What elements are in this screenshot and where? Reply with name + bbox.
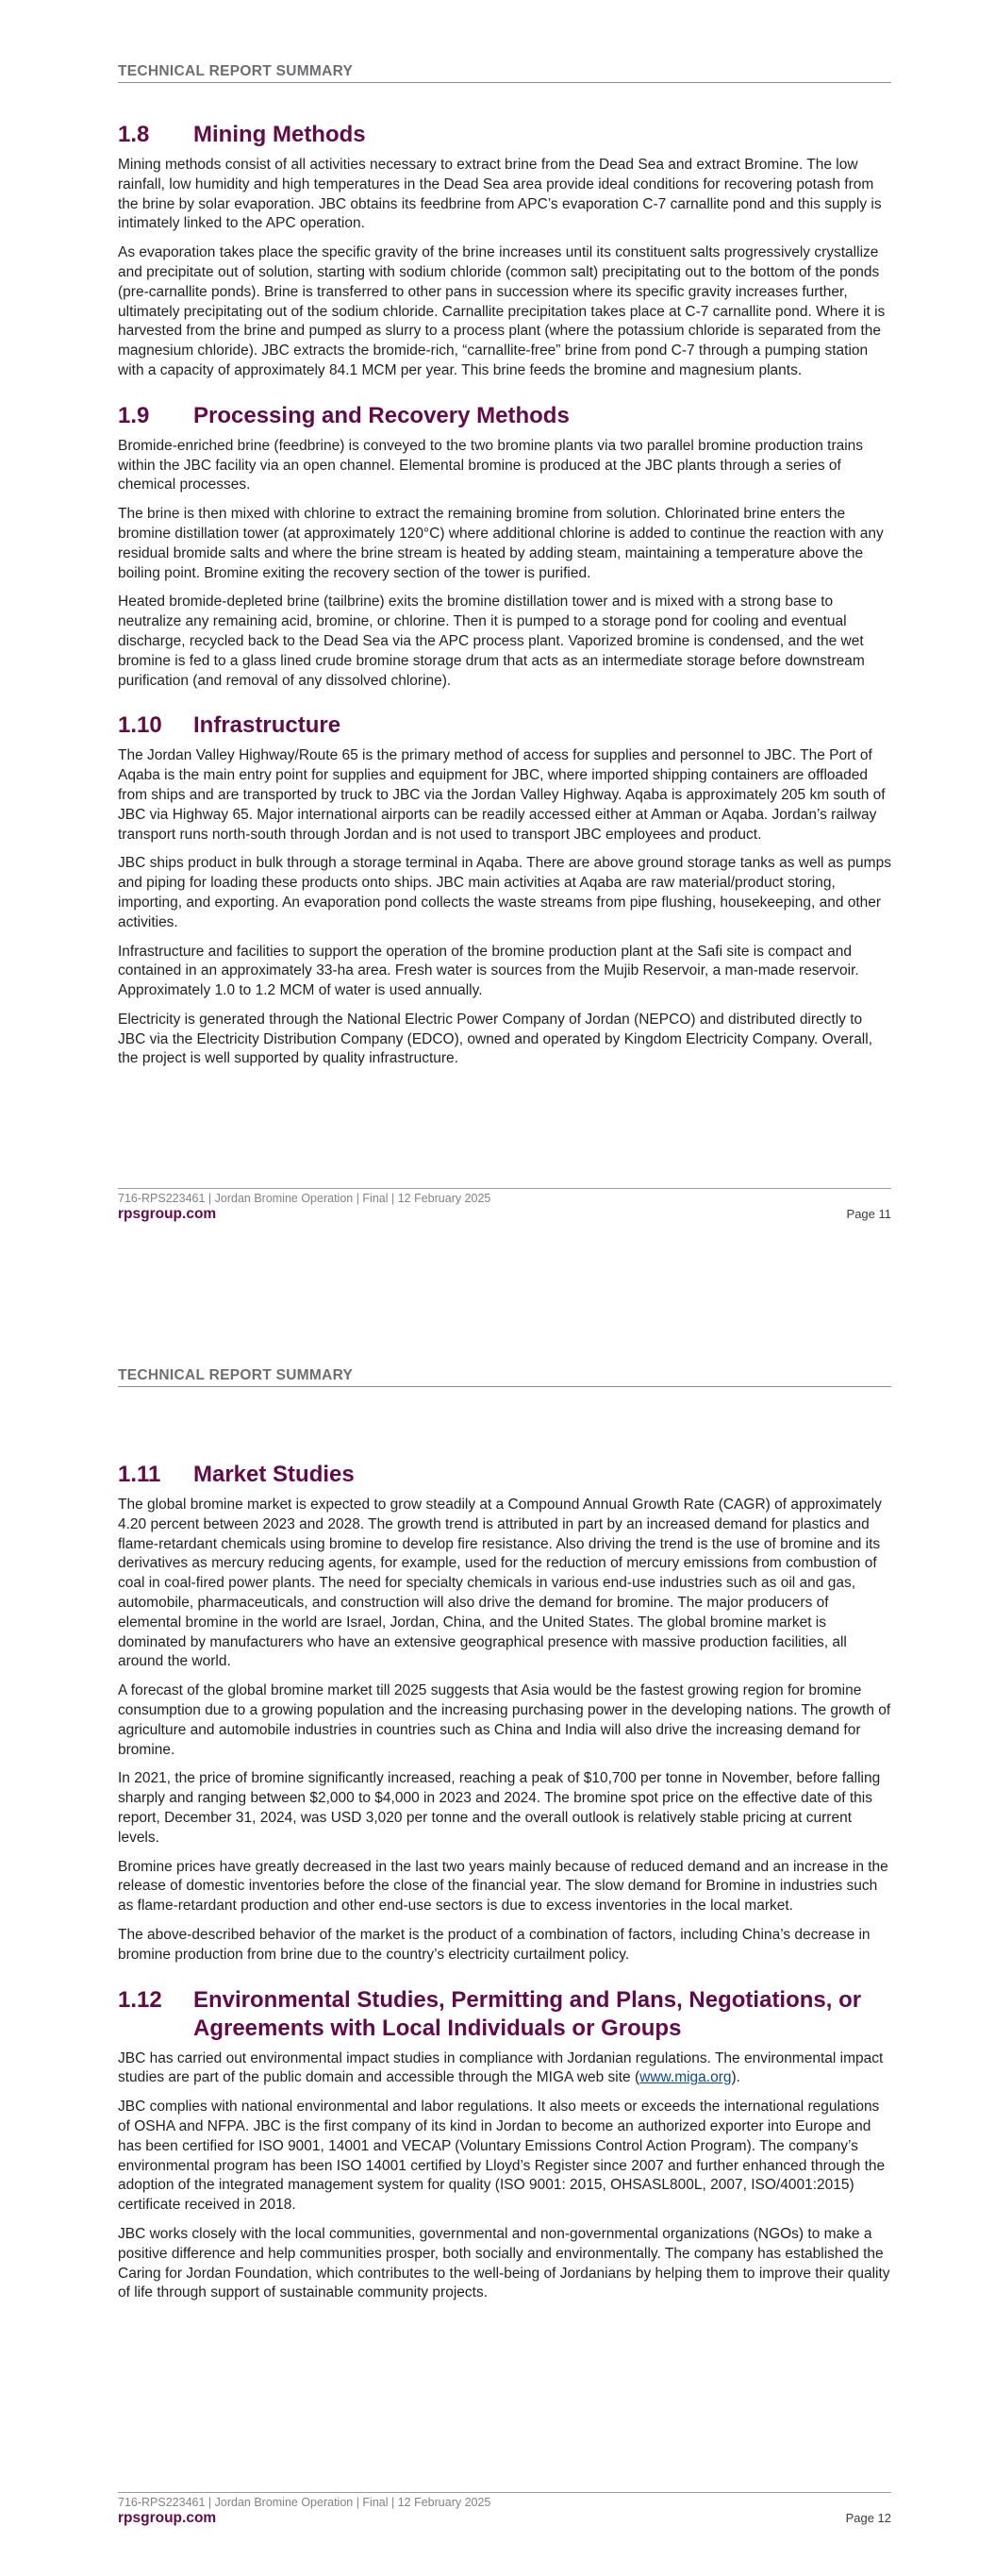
footer-website-link[interactable]: rpsgroup.com — [118, 1206, 217, 1222]
paragraph: Infrastructure and facilities to support the operation of the bromine production plant at the Safi site is compact and contained in an approximately 33-ha area. Fresh water is sources from the Mujib Reservoir, a man-made reservoir. Approximately 1.0 to 1.2 MCM of water is used annually. — [118, 943, 859, 999]
miga-website-link[interactable]: www.miga.org — [639, 2069, 732, 2086]
section-market-studies — [118, 1461, 893, 1965]
paragraph: The global bromine market is expected to grow steadily at a Compound Annual Growth Rate (CAGR) of approximately 4.20 percent between 2023 and 2028. The growth trend is attributed in part by an increased demand for plastics and flame-retardant chemicals using bromine to develop fire resistance. Also driving the trend is the use of bromine and its derivatives as mercury reducing agents, for example, used for the reduction of mercury emissions from combustion of coal in coal-fired power plants. The need for specialty chemicals in various end-use industries such as oil and gas, automobile, pharmaceuticals, and construction will also drive the demand for bromine. The major producers of elemental bromine in the world are Israel, Jordan, China, and the United States. The global bromine market is dominated by manufacturers who have an extensive geographical presence with massive production facilities, all around the world. — [118, 1497, 882, 1670]
page-number: Page 11 — [846, 1207, 891, 1221]
report-page-12 — [0, 1288, 995, 2576]
section-heading — [118, 711, 893, 740]
page-footer — [118, 2492, 891, 2527]
section-title: Mining Methods — [193, 122, 366, 147]
paragraph: Heated bromide-depleted brine (tailbrine) exits the bromine distillation tower and is mixed with a strong base to neutralize any remaining acid, bromine, or chlorine. Then it is pumped to a storage pond for cooling and eventual discharge, recycled back to the Dead Sea via the APC process plant. Vaporized bromine is condensed, and the wet bromine is fed to a glass lined crude bromine storage drum that acts as an intermediate storage before downstream purification (and removal of any dissolved chlorine). — [118, 594, 865, 689]
section-title: Market Studies — [193, 1462, 355, 1487]
paragraph: Bromide-enriched brine (feedbrine) is conveyed to the two bromine plants via two parallel bromine production trains within the JBC facility via an open channel. Elemental bromine is produced at the JBC plants through a series of chemical processes. — [118, 437, 864, 493]
section-environmental-studies — [118, 1986, 893, 2304]
section-title: Processing and Recovery Methods — [193, 402, 570, 428]
paragraph: Electricity is generated through the National Electric Power Company of Jordan (NEPCO) and distributed directly to JBC via the Electricity Distribution Company (EDCO), owned and operated by Kingdom Electricity Company. Overall, the project is well supported by quality infrastructure. — [118, 1011, 873, 1067]
section-number: 1.8 — [118, 122, 150, 147]
paragraph: The above-described behavior of the market is the product of a combination of factors, including China’s decrease in bromine production from brine due to the country’s electricity curtailment policy. — [118, 1926, 871, 1963]
section-title: Infrastructure — [193, 712, 341, 739]
section-mining-methods — [118, 121, 893, 381]
page-content — [118, 1461, 893, 2313]
page-content — [118, 121, 893, 1079]
page-header: TECHNICAL REPORT SUMMARY — [118, 62, 891, 83]
paragraph: JBC complies with national environmental and labor regulations. It also meets or exceeds the international regulations of OSHA and NFPA. JBC is the first company of its kind in Jordan to become an authorized exporter into Europe and has been certified for ISO 9001, 14001 and VECAP (Voluntary Emissions Control Action Program). The company’s environmental program has been ISO 14001 certified by Lloyd’s Register since 2007 and further enhanced through the adoption of the integrated management system for quality (ISO 9001: 2015, OHSASL800L, 2007, ISO/4001:2015) certificate received in 2018. — [118, 2099, 886, 2214]
section-title: Environmental Studies, Permitting and Plans, Negotiations, or Agreements with Local Individuals or Groups — [193, 1986, 862, 2041]
section-processing-recovery — [118, 402, 893, 692]
paragraph: JBC works closely with the local communities, governmental and non-governmental organizations (NGOs) to make a positive difference and help communities prosper, both socially and environmentally. The company has established the Caring for Jordan Foundation, which contributes to the well-being of Jordanians by helping them to improve their quality of life through support of sustainable community projects. — [118, 2225, 890, 2301]
paragraph-text: ). — [731, 2069, 740, 2086]
page-header: TECHNICAL REPORT SUMMARY — [118, 1366, 891, 1387]
paragraph: JBC ships product in bulk through a storage terminal in Aqaba. There are above ground storage tanks as well as pumps and piping for loading these products onto ships. JBC main activities at Aqaba are raw material/product storing, importing, and exporting. An evaporation pond collects the waste streams from pipe flushing, housekeeping, and other activities. — [118, 855, 891, 930]
paragraph: A forecast of the global bromine market till 2025 suggests that Asia would be the fastest growing region for bromine consumption due to a growing population and the increasing purchasing power in the developing nations. The growth of agriculture and automobile industries in countries such as China and India will also drive the increasing demand for bromine. — [118, 1682, 891, 1758]
section-infrastructure — [118, 711, 893, 1069]
paragraph — [118, 2049, 893, 2089]
section-heading — [118, 402, 893, 430]
paragraph: The Jordan Valley Highway/Route 65 is the primary method of access for supplies and personnel to JBC. The Port of Aqaba is the main entry point for supplies and equipment for JBC, where imported shipping containers are offloaded from ships and are transported by truck to JBC via the Jordan Valley Highway. Aqaba is approximately 205 km south of JBC via Highway 65. Major international airports can be readily accessed either at Amman or Aqaba. Jordan’s railway transport runs north-south through Jordan and is not used to transport JBC employees and product. — [118, 747, 886, 843]
section-number: 1.9 — [118, 402, 150, 428]
section-heading — [118, 1461, 893, 1489]
paragraph: In 2021, the price of bromine significantly increased, reaching a peak of $10,700 per tonne in November, before falling sharply and ranging between $2,000 to $4,000 in 2023 and 2024. The bromine spot price on the effective date of this report, December 31, 2024, was USD 3,020 per tonne and the overall outlook is relatively stable pricing at current levels. — [118, 1770, 881, 1846]
footer-website-link[interactable]: rpsgroup.com — [118, 2510, 217, 2526]
paragraph: Bromine prices have greatly decreased in the last two years mainly because of reduced demand and an increase in the release of domestic inventories before the close of the financial year. The slow demand for Bromine in industries such as flame-retardant production and other end-use sectors is due to excess inventories in the local market. — [118, 1858, 888, 1915]
footer-document-info: 716-RPS223461 | Jordan Bromine Operation | Final | 12 February 2025 — [118, 2496, 491, 2509]
section-number: 1.12 — [118, 1986, 162, 2013]
page-number: Page 12 — [845, 2511, 891, 2525]
paragraph: As evaporation takes place the specific gravity of the brine increases until its constituent salts progressively crystallize and precipitate out of solution, starting with sodium chloride (common salt) precipitating out to the bottom of the ponds (pre-carnallite ponds). Brine is transferred to other pans in succession where its specific gravity increases further, ultimately precipitating out of the sodium chloride. Carnallite precipitation takes place at C-7 carnallite pond. Where it is harvested from the brine and pumped as slurry to a process plant (where the potassium chloride is separated from the magnesium chloride). JBC extracts the bromide-rich, “carnallite-free” brine from pond C-7 through a pumping station with a capacity of approximately 84.1 MCM per year. This brine feeds the bromine and magnesium plants. — [118, 244, 886, 378]
paragraph: Mining methods consist of all activities necessary to extract brine from the Dead Sea and extract Bromine. The low rainfall, low humidity and high temperatures in the Dead Sea area provide ideal conditions for recovering potash from the brine by solar evaporation. JBC obtains its feedbrine from APC’s evaporation C-7 carnallite pond and this supply is intimately linked to the APC operation. — [118, 157, 882, 232]
section-number: 1.11 — [118, 1462, 161, 1487]
section-heading — [118, 121, 893, 149]
section-heading — [118, 1986, 893, 2043]
footer-document-info: 716-RPS223461 | Jordan Bromine Operation | Final | 12 February 2025 — [118, 1192, 491, 1205]
page-footer — [118, 1188, 891, 1223]
paragraph: The brine is then mixed with chlorine to extract the remaining bromine from solution. Chlorinated brine enters the bromine distillation tower (at approximately 120°C) where additional chlorine is added to continue the reaction with any residual bromide salts and where the brine stream is heated by adding steam, maintaining a temperature above the boiling point. Bromine exiting the recovery section of the tower is purified. — [118, 506, 884, 581]
section-number: 1.10 — [118, 712, 162, 739]
paragraph-text: JBC has carried out environmental impact studies in compliance with Jordanian regulations. The environmental impact studies are part of the public domain and accessible through the MIGA web site ( — [118, 2049, 884, 2086]
